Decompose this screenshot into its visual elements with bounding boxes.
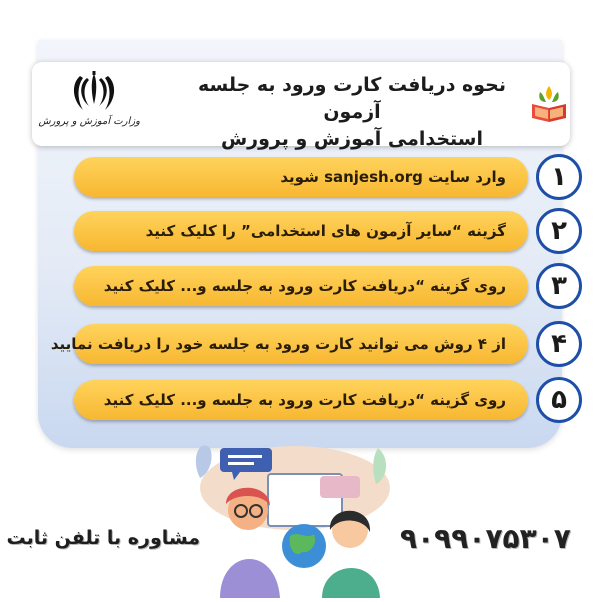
title-line-2: استخدامی آموزش و پرورش xyxy=(220,128,484,150)
phone-number: ۹۰۹۹۰۷۵۳۰۷ xyxy=(400,522,571,555)
header-card xyxy=(32,62,570,150)
step-4-bar xyxy=(50,324,528,364)
step-3-bar xyxy=(74,266,528,306)
step-5-number: ۵ xyxy=(536,377,582,423)
step-2-bar xyxy=(74,211,528,251)
step-2-number: ۲ xyxy=(536,208,582,254)
students-illustration-art xyxy=(180,418,400,598)
title-line-1: نحوه دریافت کارت ورود به جلسه آزمون xyxy=(197,74,507,123)
ministry-name: وزارت آموزش و پرورش xyxy=(38,116,140,127)
step-3-label: روی گزینه “دریافت کارت ورود به جلسه و... کلیک کنید xyxy=(103,277,506,295)
step-3-number: ۳ xyxy=(536,263,582,309)
step-1-number: ۱ xyxy=(536,154,582,200)
step-2-label: گزینه “سایر آزمون های استخدامی” را کلیک کنید xyxy=(145,222,506,240)
step-1-label: وارد سایت sanjesh.org شوید xyxy=(280,168,506,186)
ministry-emblem xyxy=(38,70,140,140)
brand-logo xyxy=(526,82,572,126)
iran-emblem-icon xyxy=(69,70,119,114)
step-4-number: ۴ xyxy=(536,321,582,367)
consult-label: مشاوره با تلفن ثابت xyxy=(6,527,200,549)
step-1-bar xyxy=(74,157,528,197)
step-5-bar xyxy=(74,380,528,420)
page-title xyxy=(182,72,522,153)
step-4-label: از ۴ روش می توانید کارت ورود به جلسه خود را دریافت نمایید xyxy=(50,335,506,353)
step-5-label: روی گزینه “دریافت کارت ورود به جلسه و... کلیک کنید xyxy=(103,391,506,409)
students-illustration xyxy=(180,418,400,598)
book-logo-icon xyxy=(526,82,572,126)
